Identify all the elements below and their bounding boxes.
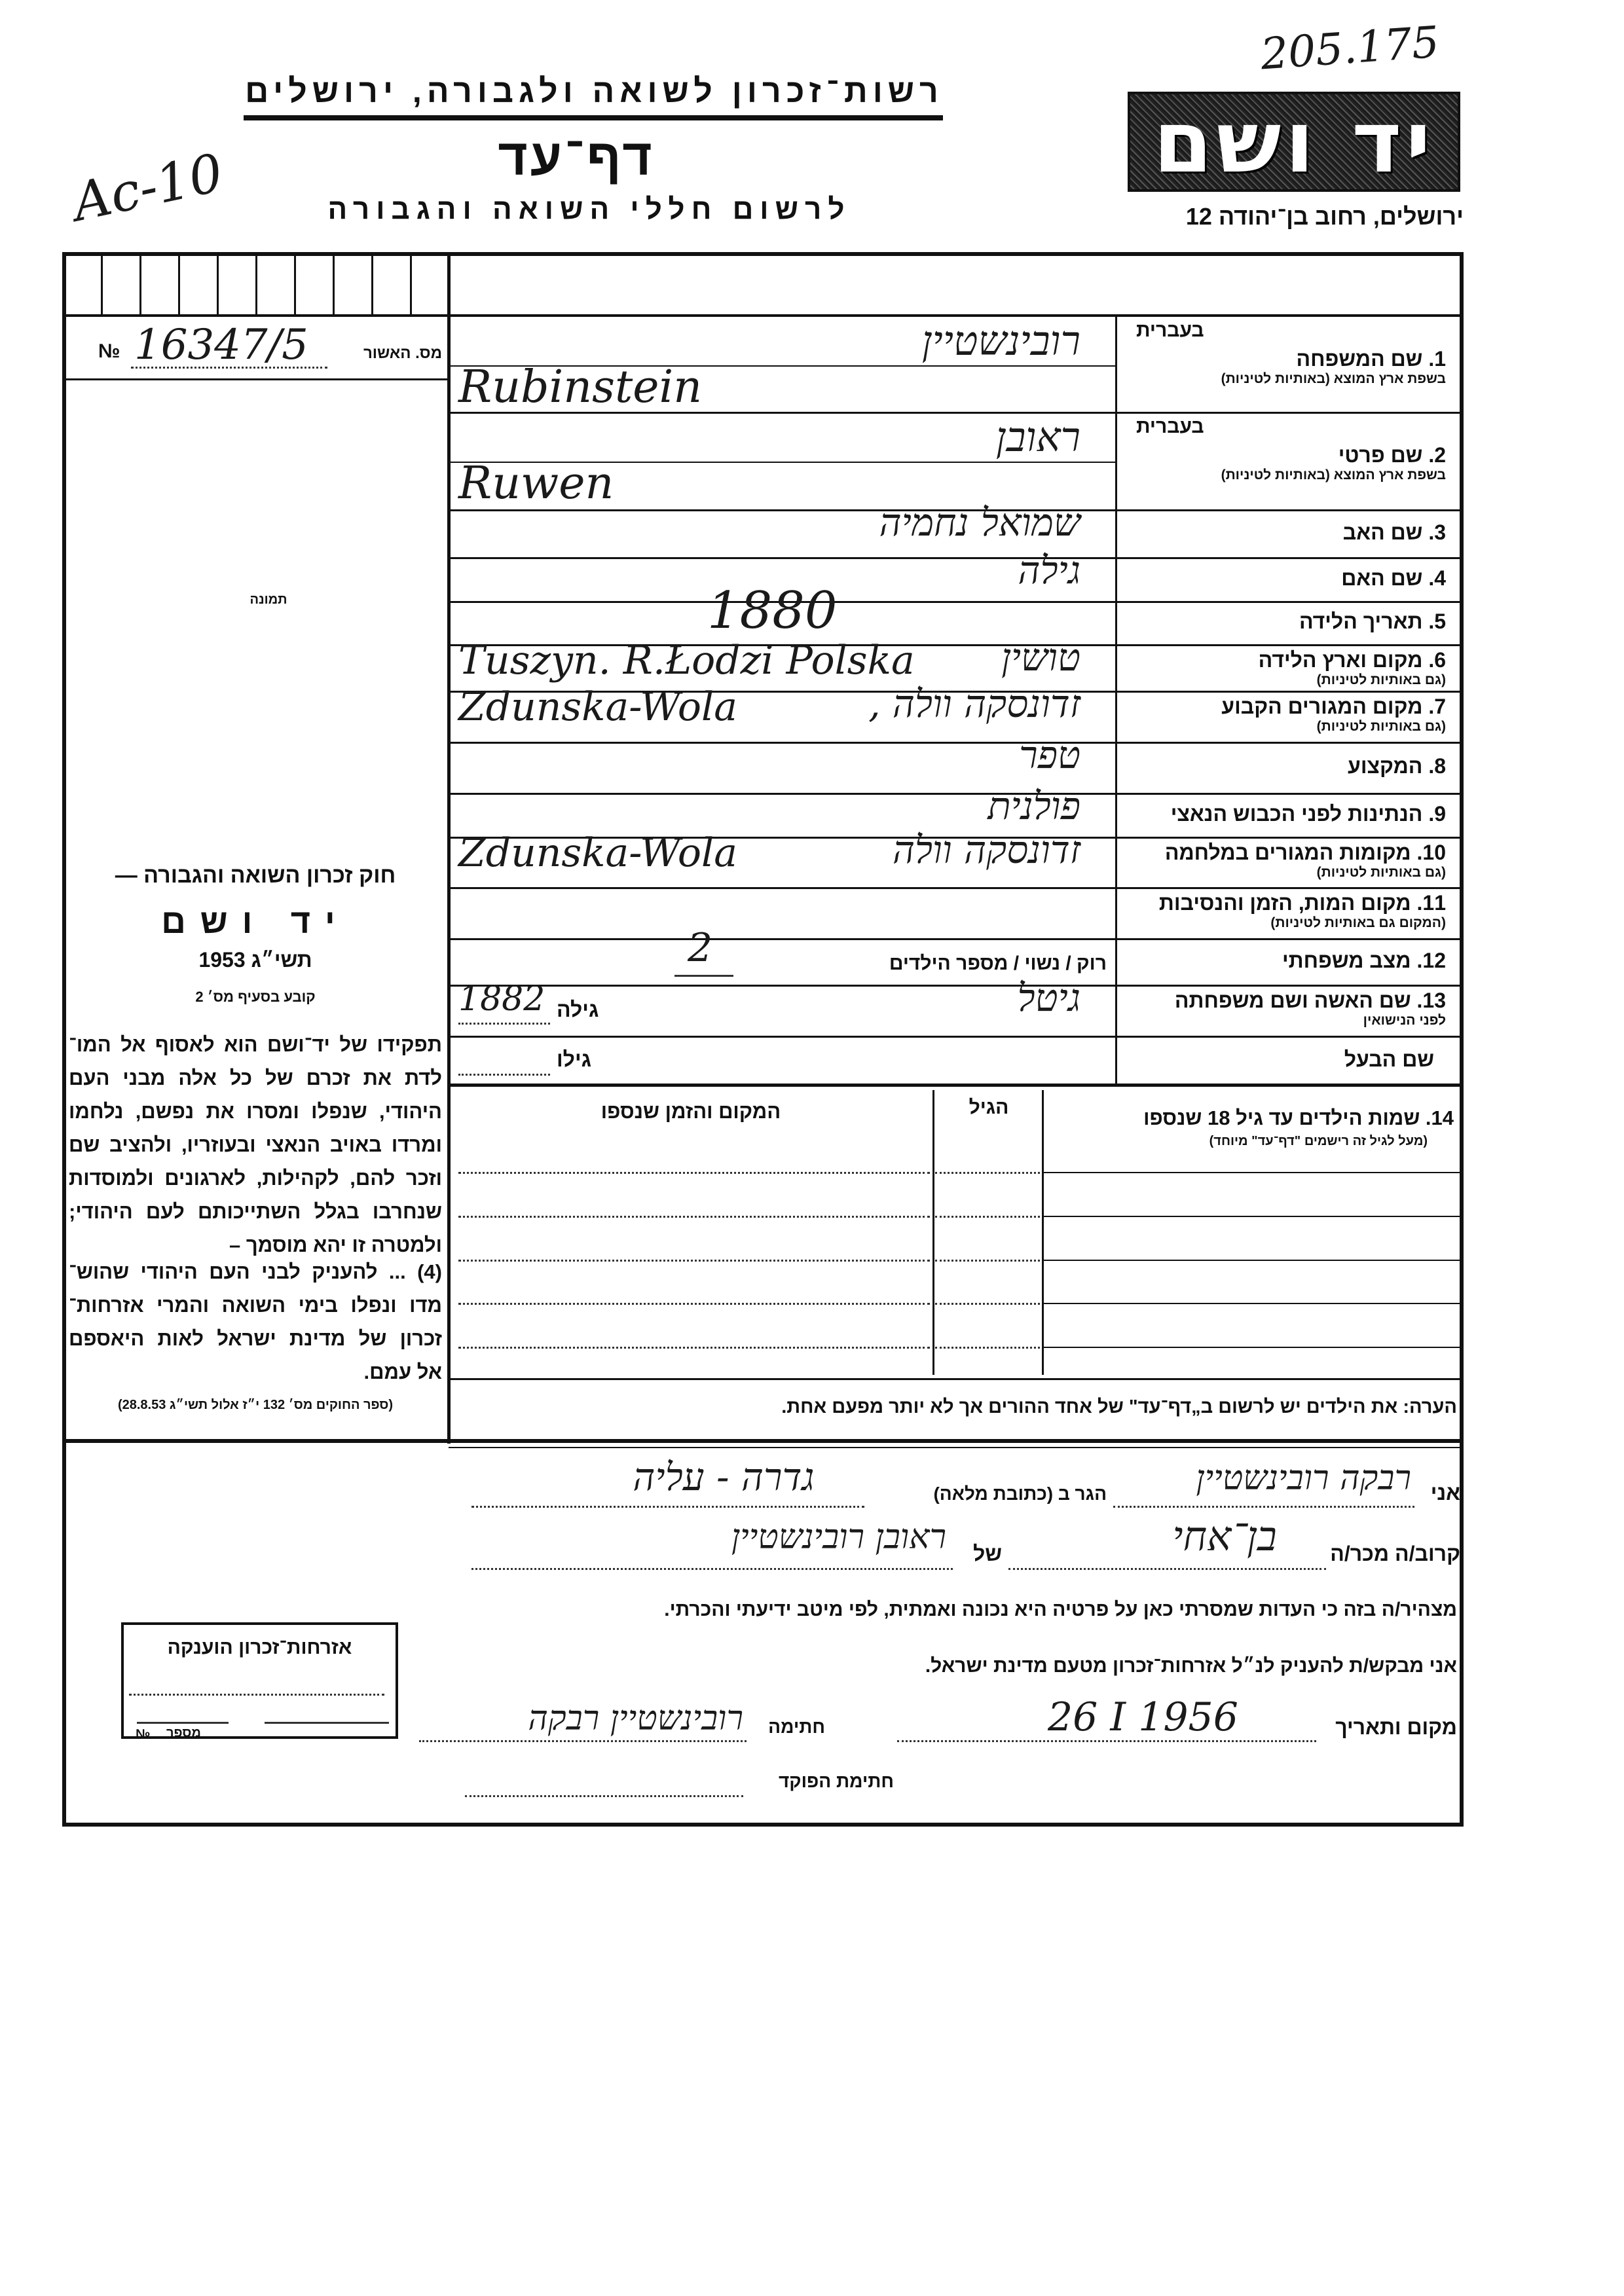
field-value-hebrew[interactable]: טפר [1019,733,1080,777]
org-title-underline [244,115,943,120]
field-value-latin[interactable]: 1880 [707,581,838,640]
labels-column-divider [1115,316,1117,1084]
law-year: תשי״ג 1953 [198,948,312,972]
of-field[interactable] [471,1568,953,1570]
left-panel-divider [447,252,451,1444]
law-clause: קובע בסעיף מס׳ 2 [195,989,316,1005]
children-row-line [1042,1303,1461,1304]
field-value-hebrew[interactable]: רובינשטיין [921,317,1080,365]
children-col-divider-1 [932,1090,934,1375]
declaration-request: אני מבקש/ת להעניק לנ״ל אזרחות־זכרון מטעם מדינת ישראל. [925,1655,1457,1677]
children-note: הערה: את הילדים יש לרשום ב„דף־עד" של אחד ההורים אך לא יותר מפעם אחת. [781,1396,1457,1417]
children-place-cell-line[interactable] [458,1303,930,1305]
relation-field[interactable] [1008,1568,1326,1570]
of-value: ראובן רובינשטיין [731,1518,946,1557]
form-title: דף־עד [498,128,655,186]
of-label: של [972,1542,1002,1565]
children-place-header: המקום והזמן שנספו [600,1100,781,1123]
husband-age-field[interactable] [458,1074,550,1076]
relation-value: בן־אחי [1172,1512,1277,1560]
field-label-13 [1116,985,1454,1036]
field-label-text: 9. הנתינות לפני הכבוש הנאצי [1170,801,1446,826]
approval-number-value: 16347/5 [134,321,308,369]
field-label-text: 13. שם האשה ושם משפחתה [1174,989,1446,1012]
field-label-9 [1116,793,1454,837]
law-paragraph-line: (4) ... להעניק לבני העם היהודי שהוש־ [69,1260,442,1283]
field-sublabel: בשפת ארץ המוצא (באותיות לטיניות) [1221,371,1446,386]
field-label-text: 4. שם האם [1341,566,1446,590]
stamp-box-number-line[interactable] [265,1722,389,1724]
field-label-text: 7. מקום המגורים הקבוע [1221,695,1446,718]
address: ירושלים, רחוב בן־יהודה 12 [1185,203,1464,230]
field-value-hebrew[interactable]: שמואל נחמיה [879,500,1080,545]
law-paragraph-line: שנחרבו בגלל השתייכותם לעם היהודי; [69,1200,442,1223]
approval-label: מס. האשור [363,344,442,362]
hebrew-tag: בעברית [1136,319,1204,341]
field-label-text: 6. מקום וארץ הלידה [1258,648,1446,672]
marital-options-text: רוק / נשוי / מספר הילדים [889,953,1107,974]
field-label-8 [1116,742,1454,793]
children-subheading: (מעל לגיל זה רישמים "דף־עד" מיוחד) [1209,1134,1428,1148]
children-place-cell-line[interactable] [458,1347,930,1349]
children-row-line [1042,1216,1461,1217]
top-row-tick [333,255,335,314]
husband-label [1116,1048,1454,1072]
field-label-text: 2. שם פרטי [1338,443,1446,467]
citizenship-stamp-box [121,1622,398,1739]
yad-vashem-logo [1128,92,1460,192]
field-value-latin[interactable]: Tuszyn. R.Łodzi Polska [458,638,915,683]
children-age-cell-line[interactable] [935,1347,1040,1349]
children-place-cell-line[interactable] [458,1216,930,1218]
children-heading: 14. שמות הילדים עד גיל 18 שנספו [1143,1106,1454,1129]
stamp-box-number-label: מספר [166,1726,201,1740]
law-paragraph-line: וזכר להם, לקהילות, לארגונים ולמוסדות [69,1167,442,1190]
law-paragraph-line: תפקידו של יד־ושם הוא לאסוף אל המו־ [69,1033,442,1056]
org-title: רשות־זכרון לשואה ולגבורה, ירושלים [245,73,944,109]
husband-label-text: שם הבעל [1344,1048,1434,1071]
field-label-text: 11. מקום המות, הזמן והנסיבות [1158,891,1446,915]
law-source: (ספר החוקים מס׳ 132 י״ז אלול תשי״ג 28.8.53) [117,1398,394,1412]
declarant-name-value: רבקה רובינשטיין [1196,1459,1411,1498]
stamp-box-title: אזרחות־זכרון הוענקה [167,1637,352,1658]
field-value-hebrew[interactable]: גיטל [1017,975,1080,1020]
field-label-2 [1116,412,1454,509]
declaration-statement: מצהיר/ה בזה כי העדות שמסרתי כאן על פרטיה היא נכונה ואמתית, לפי מיטב ידיעתי והכרתי. [664,1599,1457,1620]
stamp-box-date-line[interactable] [137,1722,229,1724]
declarant-name-field[interactable] [1113,1506,1414,1508]
archive-number-annotation: 205.175 [1259,16,1441,80]
field-sublabel: (גם באותיות לטיניות) [1316,865,1446,880]
field-label-text: 3. שם האב [1342,520,1446,544]
declaration-top-line-2 [449,1447,1464,1448]
declaration-i-label: אני [1430,1481,1460,1504]
field-sublabel: בשפת ארץ המוצא (באותיות לטיניות) [1221,467,1446,483]
children-bottom-line [449,1378,1464,1380]
place-date-value: 26 I 1956 [1048,1694,1238,1740]
top-row-tick [178,255,180,314]
signature-label: חתימה [768,1717,825,1737]
field-value-hebrew[interactable]: פולנית [987,784,1080,828]
field-label-12 [1116,938,1454,985]
top-row-tick [410,255,412,314]
children-age-cell-line[interactable] [935,1303,1040,1305]
stamp-box-line[interactable] [129,1694,384,1696]
children-row-line [1042,1172,1461,1173]
approval-no-sign: № [98,340,120,362]
wife-age-label: גילה [557,998,599,1021]
husband-age-label: גילו [557,1048,591,1071]
declaration-top-line [62,1439,1464,1443]
top-row-tick [255,255,257,314]
stamp-box-no-sign: № [136,1727,151,1741]
margin-annotation: Ac-10 [67,141,229,234]
children-age-cell-line[interactable] [935,1260,1040,1262]
officer-signature-field[interactable] [465,1795,743,1797]
field-value-hebrew[interactable]: טושין [1001,635,1080,680]
field-label-text: 5. תאריך הלידה [1299,610,1446,633]
place-date-label: מקום ותאריך [1335,1715,1457,1739]
place-date-field[interactable] [897,1740,1316,1742]
top-row-tick [294,255,296,314]
top-row-tick [101,255,103,314]
field-label-3 [1116,509,1454,557]
law-title: חוק זכרון השואה והגבורה — [115,863,396,888]
top-row-tick [217,255,219,314]
field-value-latin[interactable]: Zdunska-Wola [458,684,737,730]
law-paragraph-line: היהודי, שנפלו ומסרו את נפשם, נלחמו [69,1100,442,1123]
field-label-7 [1116,691,1454,742]
field-label-10 [1116,837,1454,887]
children-row-line [1042,1347,1461,1348]
field-value-latin[interactable]: Rubinstein [458,361,703,413]
hebrew-tag: בעברית [1136,416,1204,437]
children-age-header: הגיל [969,1097,1009,1118]
signature-value: רובינשטיין רבקה [528,1699,743,1738]
field-sublabel: (גם באותיות לטיניות) [1316,672,1446,687]
field-label-4 [1116,557,1454,601]
field-label-1 [1116,316,1454,412]
field-value-hebrew[interactable]: גילה [1018,548,1080,592]
address-label: הגר ב (כתובת מלאה) [933,1484,1107,1504]
address-value: גדרה - עליה [633,1455,815,1499]
field-sublabel: לפני הנישואין [1363,1013,1446,1028]
children-col-divider-2 [1042,1090,1044,1375]
field-value-hebrew[interactable]: זדונסקה וולה , [868,682,1080,726]
field-sublabel: (גם באותיות לטיניות) [1316,719,1446,734]
address-field[interactable] [471,1506,864,1508]
field-label-text: 1. שם המשפחה [1296,347,1446,371]
wife-age-value: 1882 [458,979,545,1019]
field-value-latin[interactable]: Ruwen [458,458,614,509]
children-place-cell-line[interactable] [458,1172,930,1174]
field-row-line [449,1036,1464,1038]
photo-placeholder-label[interactable]: תמונה [249,592,287,607]
relation-label: קרוב/ה מכר/ה [1330,1542,1460,1565]
field-value-latin[interactable]: Zdunska-Wola [458,830,737,876]
officer-signature-label: חתימת הפוקד [778,1771,894,1791]
field-value-hebrew[interactable]: זדונסקה וולה [892,828,1080,872]
children-row-line [1042,1260,1461,1261]
law-paragraph-line: ולמטרה זו יהא מוסמך – [229,1233,442,1256]
field-label-5 [1116,601,1454,644]
field-value-hebrew[interactable]: ראובן [995,413,1080,461]
law-name: יד ושם [161,903,350,941]
law-paragraph-line: לדת את זכרם של כל אלה מבני העם [69,1066,442,1089]
field-label-text: 8. המקצוע [1348,754,1446,778]
field-label-text: 12. מצב משפחתי [1282,948,1446,972]
children-age-cell-line[interactable] [935,1172,1040,1174]
approval-row-line [62,378,449,380]
field-sublabel: (המקום גם באותיות לטיניות) [1270,915,1446,930]
children-place-cell-line[interactable] [458,1260,930,1262]
law-paragraph-line: זכרון של מדינת ישראל לאות היאספם [69,1327,442,1350]
form-subtitle: לרשום חללי השואה והגבורה [327,193,851,225]
top-row-tick [371,255,373,314]
law-paragraph-line: אל עמם. [363,1360,442,1383]
children-count-value: 2 [688,925,713,971]
top-row-tick [139,255,141,314]
signature-field[interactable] [419,1740,747,1742]
field-label-6 [1116,644,1454,691]
law-paragraph-line: ומרדו באויב הנאצי ובעוזריו, ולהציב שם [69,1133,442,1156]
field-label-text: 10. מקומות המגורים במלחמה [1164,841,1446,864]
wife-age-field[interactable] [458,1023,550,1025]
law-paragraph-line: מדו ונפלו בימי השואה והמרי אזרחות־ [69,1294,442,1317]
logo-text: יד ושם [1153,92,1435,192]
children-age-cell-line[interactable] [935,1216,1040,1218]
husband-row-line [449,1084,1464,1087]
field-label-11 [1116,887,1454,938]
